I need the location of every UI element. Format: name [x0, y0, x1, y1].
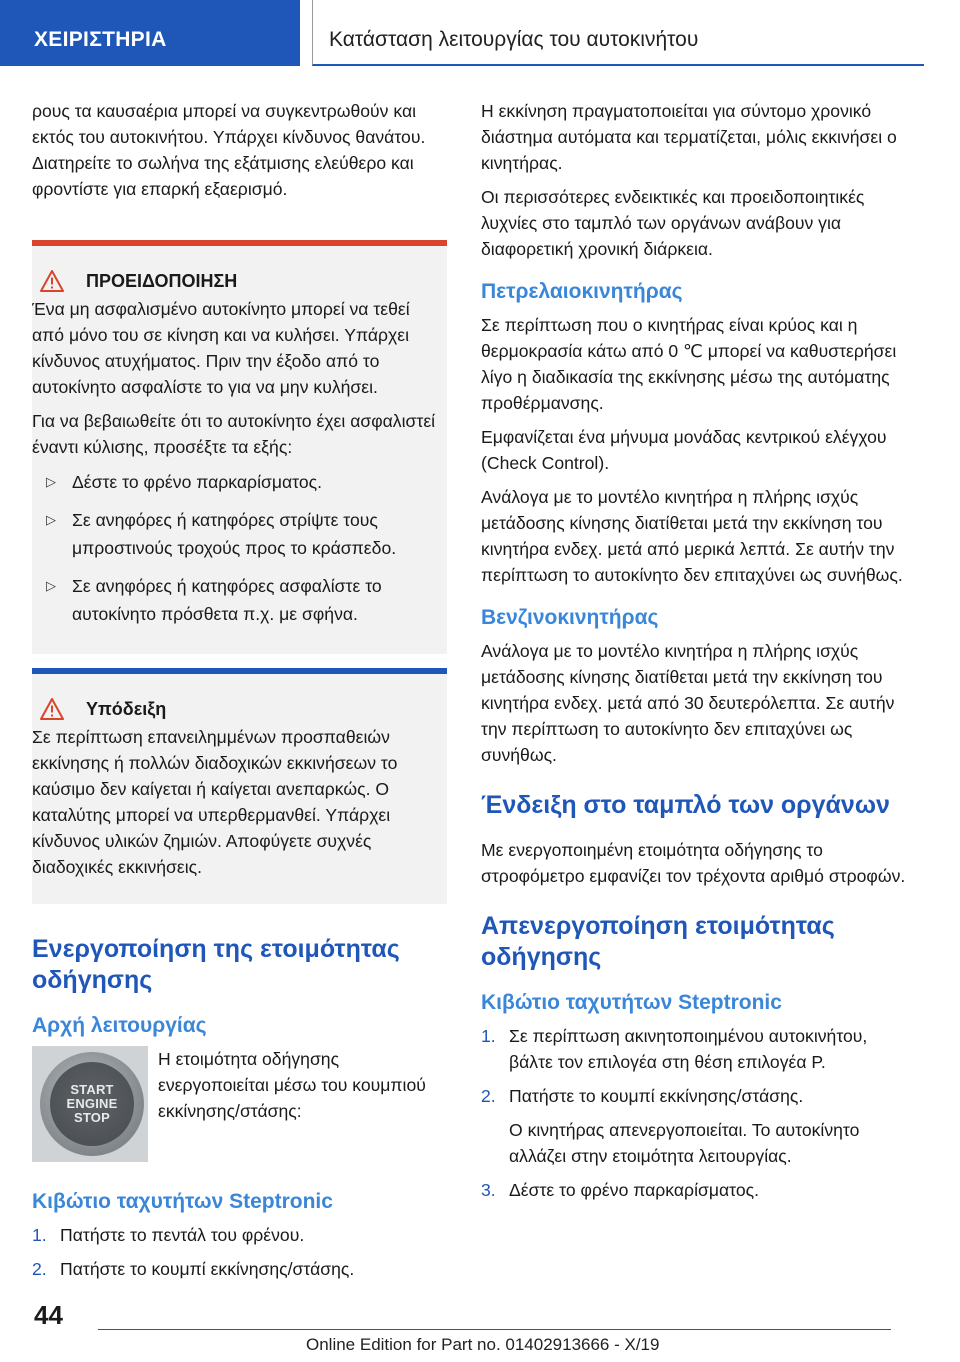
warning-text: Ένα μη ασφαλισμένο αυτοκίνητο μπορεί να τεθεί από μόνο του σε κίνηση και να κυλήσει. Υπάρχει κίνδυνος ατυχήματος. Πριν την έξοδο από το αυτοκίνητο ασφαλίστε το για να μην κυλήσει. [32, 299, 410, 397]
subsection-heading: Κιβώτιο ταχυτήτων Steptronic [32, 1190, 333, 1213]
right-column [481, 98, 911, 1211]
section-heading: Απενεργοποίηση ετοιμότητας οδήγησης [481, 912, 835, 971]
section-heading: Ενεργοποίηση της ετοιμότητας οδήγησης [32, 935, 400, 994]
warning-triangle-icon [40, 270, 64, 292]
subsection-heading: Βενζινοκινητήρας [481, 606, 659, 629]
warning-title-row [32, 258, 447, 296]
footer-divider [98, 1329, 891, 1330]
paragraph: Εμφανίζεται ένα μήνυμα μονάδας κεντρικού ελέγχου (Check Control). [481, 427, 887, 473]
bullet-arrow-icon: ▷ [46, 512, 56, 527]
list-item: 2. Πατήστε το κουμπί εκκίνησης/στάσης. [32, 1259, 355, 1279]
list-item: 1. Πατήστε το πεντάλ του φρένου. [32, 1225, 305, 1245]
paragraph: Η εκκίνηση πραγματοποιείται για σύντομο χρονικό διάστημα αυτόματα και τερματίζεται, μόλις εκκινήσει ο κινητήρας. [481, 101, 897, 173]
start-button-figure [32, 1046, 447, 1162]
intro-paragraph: ρους τα καυσαέρια μπορεί να συγκεντρωθούν και εκτός του αυτοκινήτου. Υπάρχει κίνδυνος θανάτου. Διατηρείτε το σωλήνα της εξάτμισης ελεύθερο και φροντίστε για επαρκή εξαερισμό. [32, 101, 426, 199]
note-text: Σε περίπτωση επανειλημμένων προσπαθειών εκκίνησης ή πολλών διαδοχικών εκκινήσεων το καύσιμο δεν καίγεται ή καίγεται ανεπαρκώς. Ο καταλύτης μπορεί να υπερθερμανθεί. Υπάρχει κίνδυνος υλικών ζημιών. Αποφύγετε συχνές διαδοχικές εκκινήσεις. [32, 727, 398, 877]
list-item: 2. Πατήστε το κουμπί εκκίνησης/στάσης. [481, 1086, 804, 1106]
note-title: Υπόδειξη [86, 698, 167, 719]
paragraph: Σε περίπτωση που ο κινητήρας είναι κρύος και η θερμοκρασία κάτω από 0 ℃ μπορεί να καθυστερήσει λίγο η διαδικασία της εκκίνησης μέσω της αυτόματης προθέρμανσης. [481, 315, 897, 413]
section-heading: Ένδειξη στο ταμπλό των οργάνων [481, 791, 890, 819]
section-title: ΧΕΙΡΙΣΤΗΡΙΑ [34, 28, 167, 51]
button-description: Η ετοιμότητα οδήγησης ενεργοποιείται μέσω του κουμπιού εκκίνησης/στάσης: [158, 1049, 426, 1121]
warning-triangle-icon [40, 698, 64, 720]
paragraph: Με ενεργοποιημένη ετοιμότητα οδήγησης το στροφόμετρο εμφανίζει τον τρέχοντα αριθμό στροφών. [481, 840, 906, 886]
paragraph: Ανάλογα με το μοντέλο κινητήρα η πλήρης ισχύς μετάδοσης κίνησης διατίθεται μετά την εκκίνηση του κινητήρα ενδεχ. μετά από 30 δευτερόλεπτα. Σε αυτήν την περίπτωση το αυτοκίνητο δεν επιταχύνει ως συνήθως. [481, 641, 895, 765]
warning-box [32, 240, 447, 654]
paragraph: Οι περισσότερες ενδεικτικές και προειδοποιητικές λυχνίες στο ταμπλό των οργάνων ανάβουν για διαφορετική χρονική διάρκεια. [481, 187, 865, 259]
bullet-arrow-icon: ▷ [46, 578, 56, 593]
warning-text-2: Για να βεβαιωθείτε ότι το αυτοκίνητο έχει ασφαλιστεί έναντι κύλισης, προσέξτε τα εξής: [32, 411, 436, 457]
footer-edition: Online Edition for Part no. 01402913666 - X/19 [306, 1335, 660, 1354]
list-item: 3. Δέστε το φρένο παρκαρίσματος. [481, 1180, 759, 1200]
warning-title: ΠΡΟΕΙΔΟΠΟΙΗΣΗ [86, 270, 238, 291]
note-title-row [32, 686, 447, 724]
start-stop-button-image: START ENGINE STOP [32, 1046, 148, 1162]
subsection-heading: Πετρελαιοκινητήρας [481, 280, 683, 303]
bullet-arrow-icon: ▷ [46, 474, 56, 489]
section-tab [0, 0, 300, 66]
subsection-heading: Αρχή λειτουργίας [32, 1014, 207, 1037]
note-box [32, 668, 447, 904]
paragraph: Ανάλογα με το μοντέλο κινητήρα η πλήρης ισχύς μετάδοσης κίνησης διατίθεται μετά την εκκίνηση του κινητήρα ενδεχ. μετά από μερικά λεπτά. Σε αυτήν την περίπτωση το αυτοκίνητο δεν επιταχύνει ως συνήθως. [481, 487, 903, 585]
list-item: 1. Σε περίπτωση ακινητοποιημένου αυτοκινήτου, βάλτε τον επιλογέα στη θέση επιλογέα P. [481, 1026, 868, 1072]
left-column [32, 98, 447, 1290]
chapter-title: Κατάσταση λειτουργίας του αυτοκινήτου [329, 28, 699, 51]
step-note: Ο κινητήρας απενεργοποιείται. Το αυτοκίνητο αλλάζει στην ετοιμότητα λειτουργίας. [509, 1120, 860, 1166]
page-number: 44 [34, 1300, 63, 1330]
list-item: ▷ Δέστε το φρένο παρκαρίσματος. [32, 468, 447, 496]
list-item: ▷ Σε ανηφόρες ή κατηφόρες ασφαλίστε το αυτοκίνητο πρόσθετα π.χ. με σφήνα. [32, 572, 447, 628]
chapter-header [312, 0, 924, 66]
list-item: ▷ Σε ανηφόρες ή κατηφόρες στρίψτε τους μπροστινούς τροχούς προς το κράσπεδο. [32, 506, 447, 562]
subsection-heading: Κιβώτιο ταχυτήτων Steptronic [481, 991, 782, 1014]
